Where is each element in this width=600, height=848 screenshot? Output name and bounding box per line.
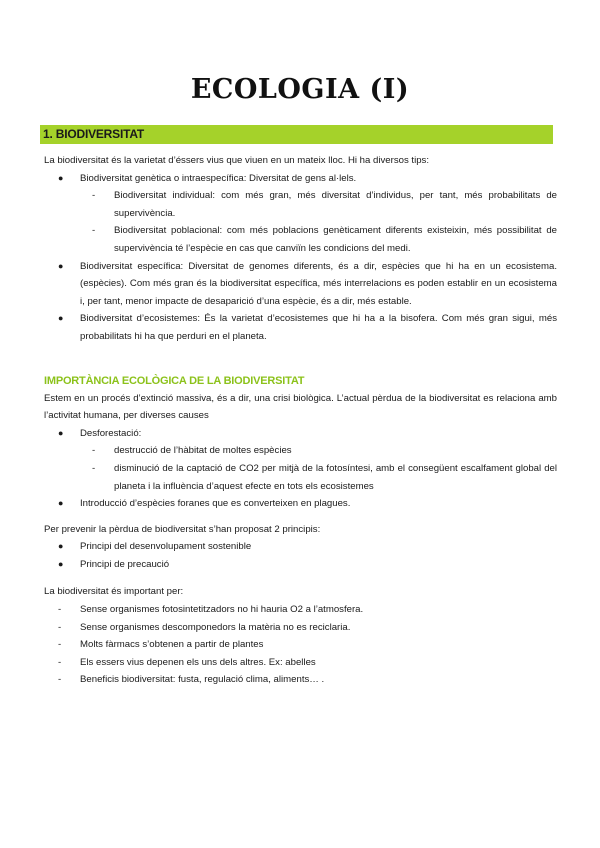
principles-list bbox=[44, 538, 557, 573]
list-item bbox=[44, 654, 557, 672]
list-item-text: Introducció d’espècies foranes que es converteixen en plagues. bbox=[80, 498, 351, 510]
important-intro: La biodiversitat és important per: bbox=[44, 586, 184, 598]
list-item bbox=[44, 601, 557, 619]
list-item-text: Sense organismes descomponedors la matèria no es reciclaria. bbox=[80, 621, 351, 633]
dash-icon: - bbox=[58, 674, 62, 686]
section1-intro: La biodiversitat és la varietat d’éssers vius que viuen en un mateix lloc. Hi ha diversos tips: bbox=[44, 155, 430, 166]
bullet-icon: ● bbox=[58, 260, 64, 271]
dash-icon: - bbox=[92, 462, 96, 474]
page-title: ECOLOGIA (I) bbox=[190, 74, 410, 105]
list-item-text: Els essers vius depenen els uns dels altres. Ex: abelles bbox=[80, 656, 316, 668]
list-item bbox=[78, 222, 557, 257]
dash-icon: - bbox=[58, 656, 62, 668]
bullet-icon: ● bbox=[58, 558, 64, 569]
list-item bbox=[44, 619, 557, 637]
list-item bbox=[44, 671, 557, 689]
list-item bbox=[78, 442, 557, 460]
bullet-icon: ● bbox=[58, 172, 64, 183]
section-heading-bar bbox=[40, 125, 553, 144]
list-item-text: Beneficis biodiversitat: fusta, regulació clima, aliments… . bbox=[80, 674, 325, 686]
section-heading: 1. BIODIVERSITAT bbox=[43, 127, 145, 141]
causes-list bbox=[44, 425, 557, 513]
list-item bbox=[44, 556, 557, 574]
list-item-text: destrucció de l’hàbitat de moltes espècies bbox=[114, 445, 292, 457]
list-item bbox=[44, 425, 557, 495]
bullet-icon: ● bbox=[58, 313, 64, 324]
reasons-list bbox=[44, 601, 557, 689]
biodiversity-types-list bbox=[44, 170, 557, 346]
dash-icon: - bbox=[58, 621, 62, 633]
list-item-text: Biodiversitat poblacional: com més poblacions genèticament diferents existeixin, més possibilitat de supervivència té l’espècie en cas que canviïn les condicions del medi. bbox=[114, 225, 557, 254]
sub-list bbox=[78, 442, 557, 495]
list-item bbox=[44, 495, 557, 513]
list-item bbox=[44, 258, 557, 311]
list-item-text: Principi de precaució bbox=[80, 558, 170, 570]
bullet-icon: ● bbox=[58, 427, 64, 438]
list-item bbox=[78, 187, 557, 222]
list-item bbox=[44, 170, 557, 258]
dash-icon: - bbox=[58, 639, 62, 651]
list-item-text: Biodiversitat d’ecosistemes: És la varietat d’ecosistemes que hi ha a la bisofera. Com més gran sigui, més probabilitats hi ha que perduri en el planeta. bbox=[80, 313, 557, 342]
list-item-text: Biodiversitat individual: com més gran, més diversitat d’individus, per tant, més probabilitats de supervivència. bbox=[114, 190, 557, 219]
list-item-text: Molts fàrmacs s’obtenen a partir de plantes bbox=[80, 639, 264, 651]
list-item-text: Sense organismes fotosintetitzadors no hi hauria O2 a l’atmosfera. bbox=[80, 604, 364, 616]
dash-icon: - bbox=[92, 190, 96, 202]
section2-heading: IMPORTÀNCIA ECOLÒGICA DE LA BIODIVERSITAT bbox=[44, 374, 305, 387]
list-item bbox=[78, 460, 557, 495]
bullet-icon: ● bbox=[58, 541, 64, 552]
sub-list bbox=[78, 187, 557, 257]
list-item-text: disminució de la captació de CO2 per mitjà de la fotosíntesi, amb el consegüent escalfament global del planeta i la influència d’aquest efecte en tots els ecosistemes bbox=[114, 462, 557, 492]
list-item-text: Biodiversitat genètica o intraespecífica: Diversitat de gens al·lels. bbox=[80, 172, 357, 184]
list-item bbox=[44, 310, 557, 345]
list-item bbox=[44, 636, 557, 654]
list-item-text: Desforestació: bbox=[80, 427, 142, 439]
bullet-icon: ● bbox=[58, 498, 64, 509]
list-item-text: Biodiversitat específica: Diversitat de genomes diferents, és a dir, espècies que hi ha en un ecosistema. (espècies). Com més gran és la biodiversitat específica, més interrelacions es poden establir en un ecosistema i, per tant, menor impacte de desaparició d’una espècie, és a dir, més estable. bbox=[80, 260, 557, 307]
dash-icon: - bbox=[92, 445, 96, 457]
prevent-intro: Per prevenir la pèrdua de biodiversitat s’han proposat 2 principis: bbox=[44, 523, 321, 535]
section2-intro: Estem en un procés d’extinció massiva, és a dir, una crisi biològica. L’actual pèrdua de la biodiversitat es relaciona amb l’activitat humana, per diverses causes bbox=[44, 392, 557, 422]
list-item bbox=[44, 538, 557, 556]
list-item-text: Principi del desenvolupament sostenible bbox=[80, 541, 252, 553]
dash-icon: - bbox=[58, 604, 62, 616]
dash-icon: - bbox=[92, 225, 96, 237]
document-body bbox=[44, 152, 557, 689]
